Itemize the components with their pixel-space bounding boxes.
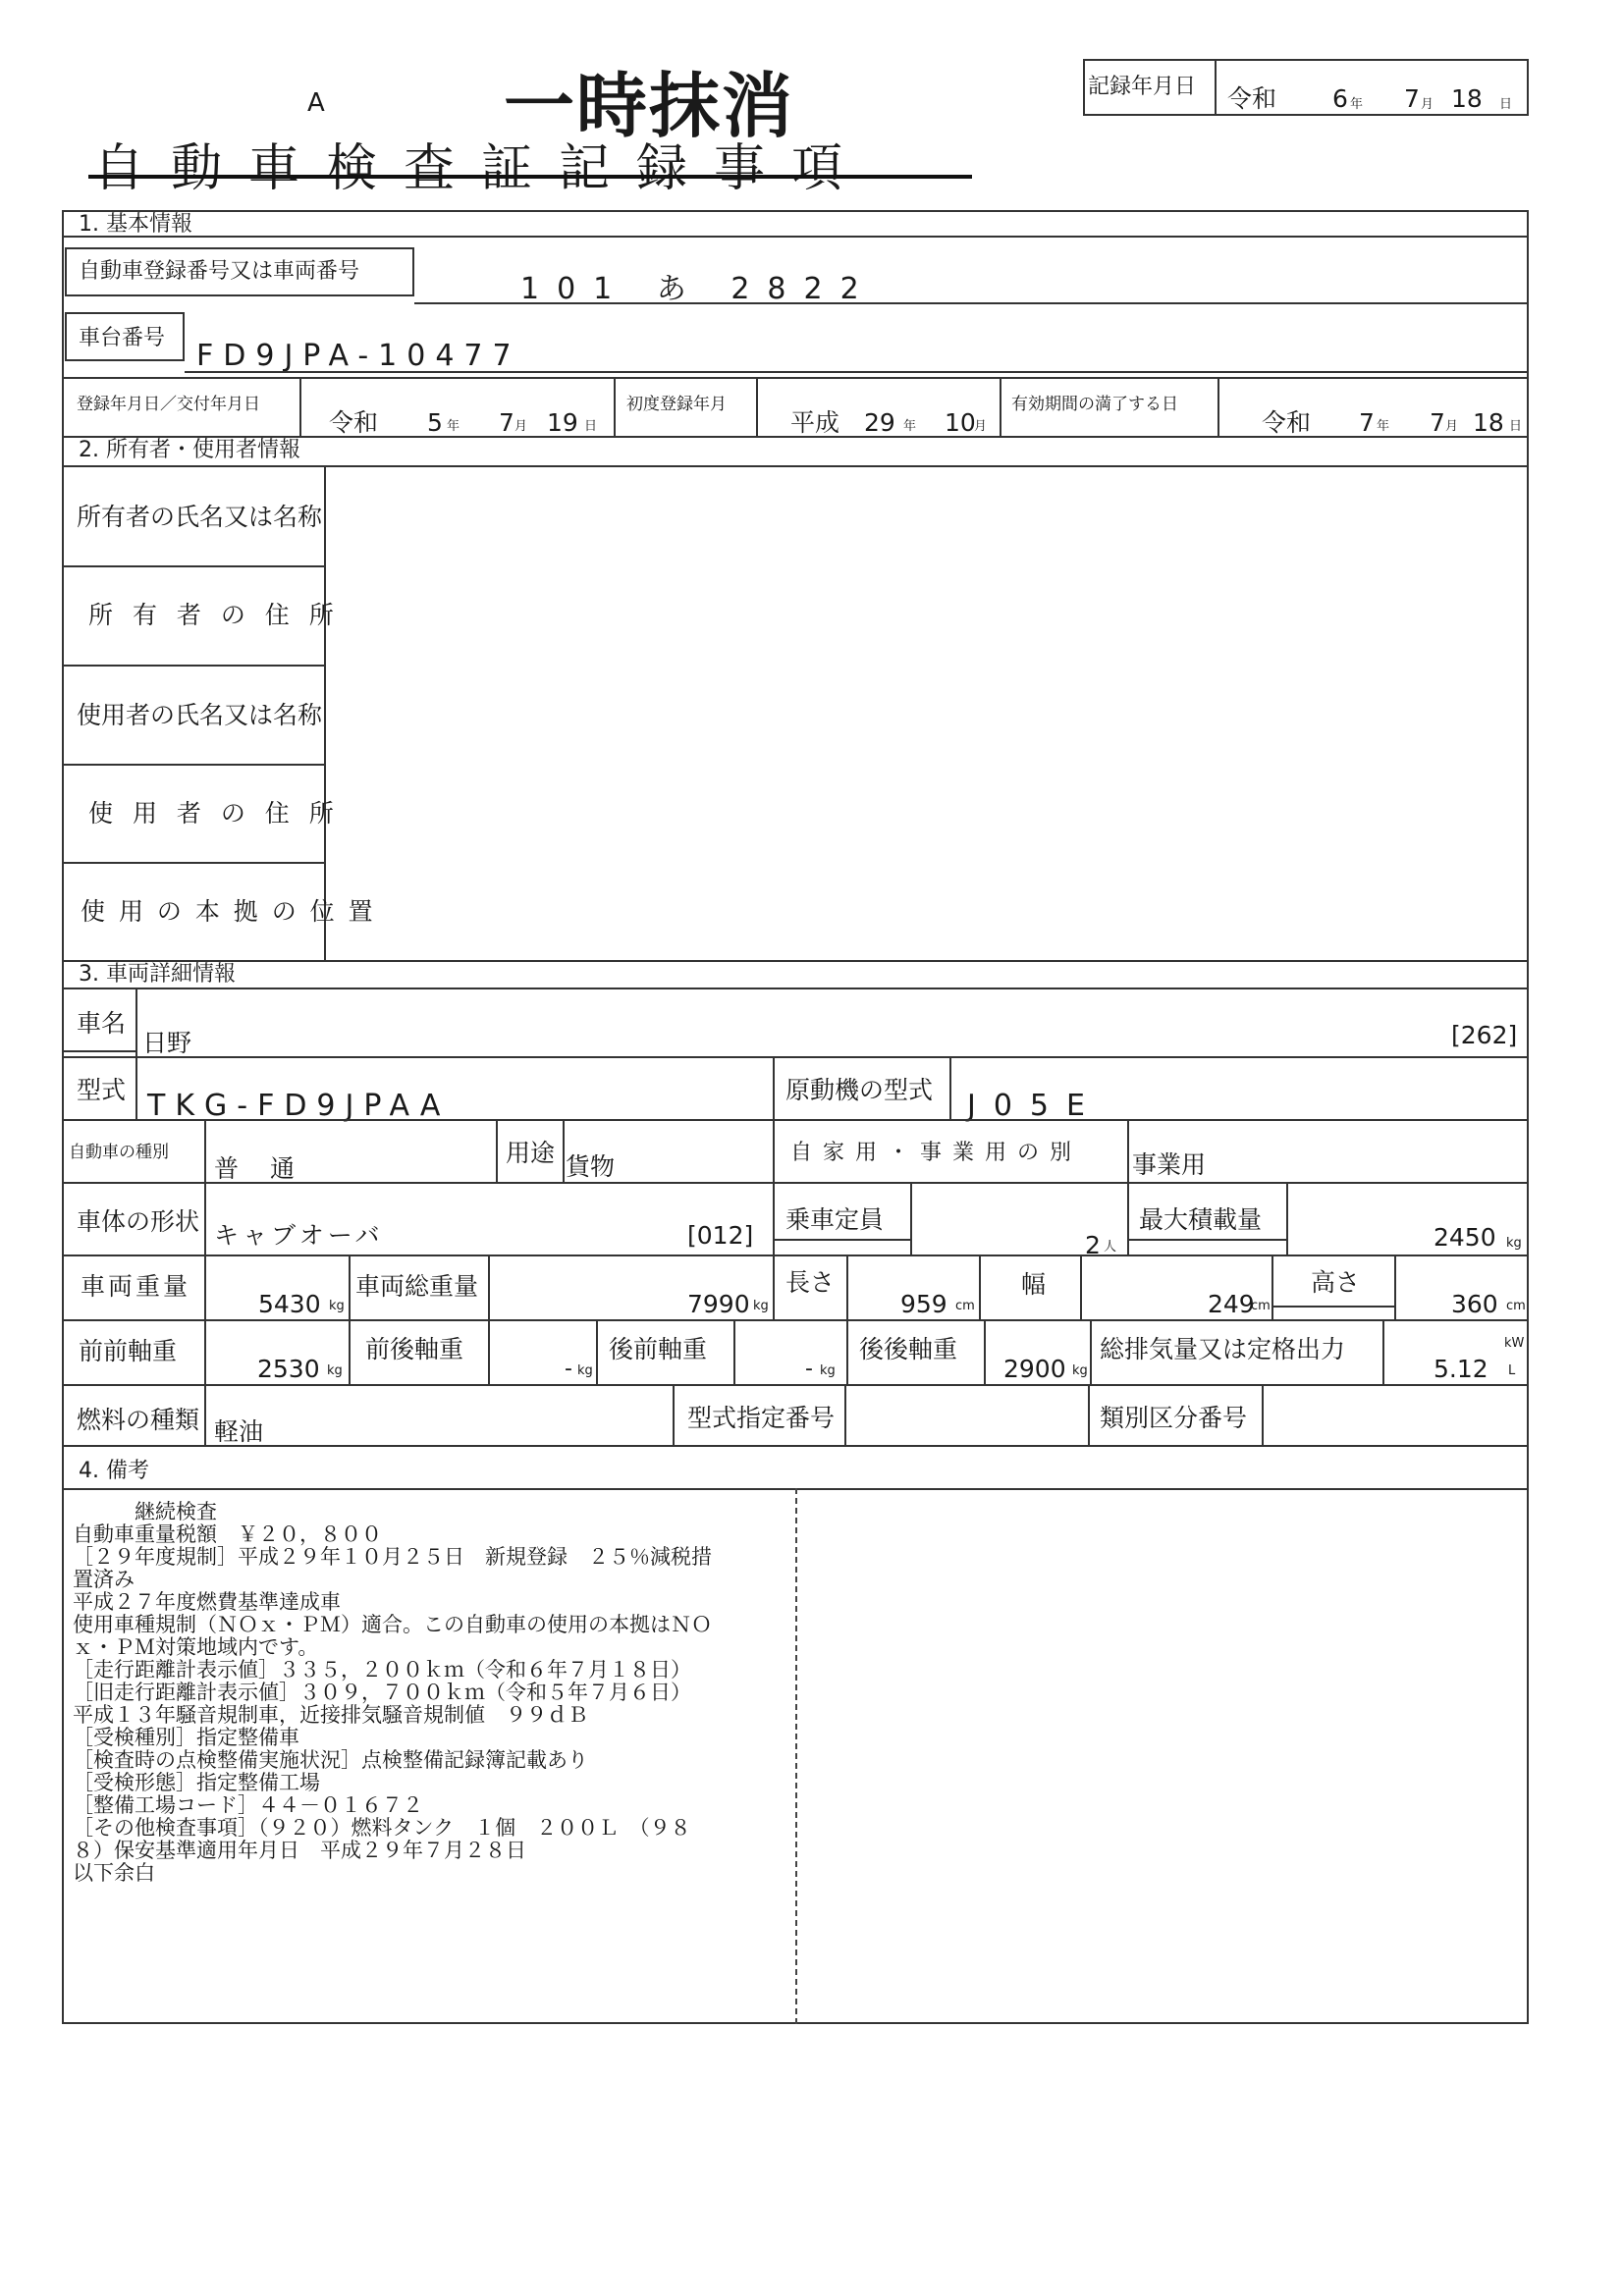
- make-code: [262]: [1451, 1021, 1518, 1049]
- weight: 5430: [258, 1290, 321, 1318]
- body: キャブオーバ: [214, 1221, 384, 1250]
- user-name-label: 使用者の氏名又は名称: [77, 701, 323, 729]
- notes-divider: [795, 1488, 797, 2024]
- displacement-label: 総排気量又は定格出力: [1100, 1335, 1346, 1363]
- user-address-label: 使 用 者 の 住 所: [88, 799, 340, 828]
- rr-axle-label: 後後軸重: [859, 1335, 958, 1363]
- chassis-number: FD9JPA-10477: [196, 339, 521, 373]
- class-label: 類別区分番号: [1100, 1404, 1248, 1432]
- note-line: 平成１３年騒音規制車，近接排気騒音規制値 ９９ｄＢ: [73, 1703, 588, 1727]
- private-business-label: 自 家 用 ・ 事 業 用 の 別: [790, 1141, 1073, 1165]
- gross-weight: 7990: [687, 1290, 750, 1318]
- note-line: 使用車種規制（ＮＯｘ・ＰＭ）適合。この自動車の使用の本拠はＮＯ: [73, 1613, 712, 1636]
- capacity-label: 乗車定員: [785, 1205, 885, 1234]
- rf-axle: -: [805, 1357, 813, 1381]
- form-letter: A: [307, 88, 325, 118]
- rf-axle-label: 後前軸重: [609, 1335, 708, 1363]
- fuel: 軽油: [214, 1417, 264, 1446]
- body-code: [012]: [687, 1221, 754, 1250]
- record-date-month: 7: [1404, 84, 1420, 113]
- first-reg-label: 初度登録年月: [626, 395, 727, 414]
- note-line: ［検査時の点検整備実施状況］点検整備記録簿記載あり: [73, 1748, 588, 1772]
- make-label: 車名: [77, 1009, 127, 1038]
- note-line: ［受検形態］指定整備工場: [73, 1771, 320, 1794]
- use-label: 用途: [506, 1139, 556, 1167]
- note-line: 以下余白: [73, 1861, 155, 1885]
- length-label: 長さ: [785, 1268, 836, 1297]
- owner-address-label: 所 有 者 の 住 所: [88, 601, 340, 629]
- capacity: 2: [1085, 1231, 1101, 1259]
- note-line: ［２９年度規制］平成２９年１０月２５日 新規登録 ２５％減税措: [73, 1545, 712, 1569]
- make: 日野: [142, 1029, 192, 1057]
- reg-date-era: 令和: [329, 408, 379, 437]
- note-line: ［整備工場コード］４４－０１６７２: [73, 1793, 423, 1817]
- width: 249: [1208, 1290, 1255, 1318]
- record-date-year: 6: [1332, 84, 1348, 113]
- note-line: 継続検査: [73, 1500, 217, 1523]
- section4-title: 4. 備考: [79, 1459, 149, 1483]
- expiry-month: 7: [1430, 408, 1445, 437]
- note-line: 置済み: [73, 1568, 135, 1591]
- base-location-label: 使 用 の 本 拠 の 位 置: [81, 897, 376, 926]
- length: 959: [900, 1290, 947, 1318]
- gross-weight-label: 車両総重量: [355, 1272, 479, 1301]
- note-line: ［受検種別］指定整備車: [73, 1726, 299, 1749]
- chassis-label: 車台番号: [79, 326, 166, 350]
- displacement: 5.12: [1434, 1355, 1488, 1383]
- record-date-era: 令和: [1227, 84, 1277, 113]
- expiry-era: 令和: [1262, 408, 1312, 437]
- type-designation-label: 型式指定番号: [687, 1404, 836, 1432]
- rr-axle: 2900: [1003, 1355, 1066, 1383]
- section1-title: 1. 基本情報: [79, 212, 192, 237]
- max-load: 2450: [1434, 1223, 1496, 1252]
- height-label: 高さ: [1311, 1268, 1361, 1297]
- ff-axle-label: 前前軸重: [79, 1337, 178, 1365]
- fr-axle-label: 前後軸重: [365, 1335, 464, 1363]
- kind: 普 通: [214, 1154, 306, 1183]
- reg-date-month: 7: [499, 408, 514, 437]
- max-load-label: 最大積載量: [1139, 1205, 1263, 1234]
- private-business: 事業用: [1132, 1150, 1207, 1179]
- reg-number: 101 あ 2822: [520, 272, 877, 306]
- note-line: 平成２７年度燃費基準達成車: [73, 1590, 341, 1614]
- expiry-day: 18: [1473, 408, 1504, 437]
- weight-label: 車両重量: [81, 1272, 191, 1301]
- use: 貨物: [566, 1152, 616, 1181]
- width-label: 幅: [1021, 1270, 1047, 1299]
- note-line: ［その他検査事項］（９２０）燃料タンク １個 ２００Ｌ （９８: [73, 1816, 691, 1840]
- kind-label: 自動車の種別: [69, 1143, 169, 1162]
- reg-number-label: 自動車登録番号又は車両番号: [79, 259, 360, 284]
- reg-date-label: 登録年月日／交付年月日: [77, 395, 260, 414]
- note-line: ［旧走行距離計表示値］３０９，７００ｋｍ（令和５年７月６日）: [73, 1681, 691, 1704]
- stamp-title: 一時抹消: [504, 65, 795, 147]
- record-date-day: 18: [1451, 84, 1483, 113]
- fr-axle: -: [565, 1357, 572, 1381]
- note-line: ｘ・ＰＭ対策地域内です。: [73, 1635, 319, 1659]
- title-strikethrough: [88, 175, 972, 179]
- owner-name-label: 所有者の氏名又は名称: [77, 503, 323, 531]
- fuel-label: 燃料の種類: [77, 1406, 200, 1434]
- note-line: ［走行距離計表示値］３３５，２００ｋｍ（令和６年７月１８日）: [73, 1658, 691, 1682]
- ff-axle: 2530: [257, 1355, 320, 1383]
- expiry-label: 有効期間の満了する日: [1011, 395, 1178, 414]
- section2-title: 2. 所有者・使用者情報: [79, 438, 300, 462]
- height: 360: [1451, 1290, 1498, 1318]
- engine-label: 原動機の型式: [785, 1076, 934, 1104]
- engine: J05E: [967, 1089, 1103, 1123]
- first-reg-year: 29: [864, 408, 895, 437]
- reg-date-year: 5: [427, 408, 443, 437]
- record-date-label: 記録年月日: [1088, 75, 1197, 99]
- section3-title: 3. 車両詳細情報: [79, 962, 236, 987]
- note-line: 自動車重量税額 ￥２０，８００: [73, 1522, 382, 1546]
- document-title: 自動車検査証記録事項: [93, 139, 870, 198]
- body-label: 車体の形状: [77, 1207, 200, 1236]
- model-label: 型式: [77, 1076, 127, 1104]
- first-reg-month: 10: [945, 408, 976, 437]
- expiry-year: 7: [1359, 408, 1375, 437]
- reg-date-day: 19: [547, 408, 578, 437]
- model: TKG-FD9JPAA: [147, 1089, 451, 1123]
- note-line: ８）保安基準適用年月日 平成２９年７月２８日: [73, 1839, 526, 1862]
- first-reg-era: 平成: [790, 408, 840, 437]
